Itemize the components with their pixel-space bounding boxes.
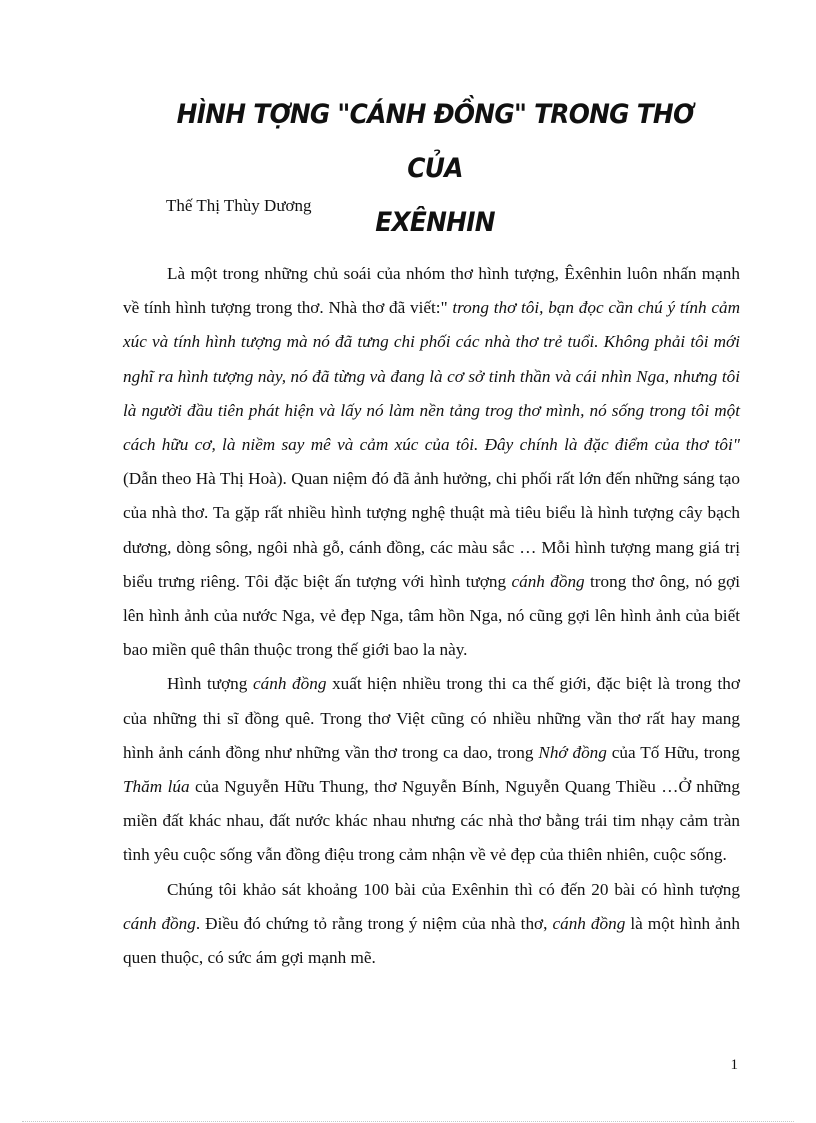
document-title	[145, 88, 725, 250]
text-run: trong thơ ông, nó gợi lên hình ảnh của nước Nga, vẻ đẹp Nga, tâm hồn Nga, nó cũng gợi lên hình ảnh của biết bao miền quê thân thuộc trong thế giới bao la này.	[123, 571, 740, 660]
body-text	[123, 257, 740, 975]
italic-text-run: cánh đồng	[552, 913, 626, 933]
text-run: Chúng tôi khảo sát khoảng 100 bài của Exênhin thì có đến 20 bài có hình tượng	[167, 879, 740, 899]
paragraph-2	[123, 667, 740, 872]
title-line-1: HÌNH TỢNG "CÁNH ĐỒNG" TRONG THƠ CỦA	[176, 99, 694, 184]
text-run: Hình tượng	[167, 674, 254, 694]
text-run: Là một trong những chủ soái của nhóm thơ hình tượng, Êxênhin luôn nhấn mạnh về tính hình tượng trong thơ. Nhà thơ đã viết:"	[123, 264, 740, 318]
text-run: là một hình ảnh quen thuộc, có sức ám gợi mạnh mẽ.	[123, 913, 740, 968]
page-number: 1	[730, 1057, 738, 1073]
italic-text-run: cánh đồng	[123, 913, 196, 933]
italic-text-run: cánh đồng	[253, 674, 327, 694]
author-name: Thế Thị Thùy Dương	[166, 196, 312, 215]
text-run: của Nguyễn Hữu Thung, thơ Nguyễn Bính, Nguyễn Quang Thiều …Ở những miền đất khác nhau, đất nước khác nhau nhưng các nhà thơ bằng trái tim nhạy cảm tràn tình yêu cuộc sống vẫn đồng điệu trong cảm nhận về vẻ đẹp của thiên nhiên, cuộc sống.	[123, 777, 740, 865]
text-run: xuất hiện nhiều trong thi ca thế giới, đặc biệt là trong thơ của những thi sĩ đồng quê. Trong thơ Việt cũng có nhiều những vần thơ rất hay mang hình ảnh cánh đồng như những vần thơ trong ca dao, trong	[123, 674, 740, 762]
text-run: . Điều đó chứng tỏ rằng trong ý niệm của nhà thơ,	[195, 913, 553, 933]
italic-text-run: trong thơ tôi, bạn đọc cần chú ý tính cảm xúc và tính hình tượng mà nó đã tưng chi phối các nhà thơ trẻ tuổi. Không phải tôi mới nghĩ ra hình tượng này, nó đã từng và đang là cơ sở tinh thần và cái nhìn Nga, nhưng tôi là người đầu tiên phát hiện và lấy nó làm nền tảng trog thơ mình, nó sống trong tôi một cách hữu cơ, là niềm say mê và cảm xúc của tôi. Đây chính là đặc điểm của thơ tôi"	[123, 298, 740, 455]
italic-text-run: Thăm lúa	[123, 777, 190, 797]
italic-text-run: Nhớ đồng	[538, 742, 607, 762]
italic-text-run: cánh đồng	[511, 571, 585, 591]
page-bottom-border	[22, 1121, 794, 1122]
title-line-2: EXÊNHIN	[375, 207, 495, 238]
paragraph-1	[123, 257, 740, 667]
text-run: (Dẫn theo Hà Thị Hoà). Quan niệm đó đã ảnh hưởng, chi phối rất lớn đến những sáng tạo của nhà thơ. Ta gặp rất nhiều hình tượng nghệ thuật mà tiêu biểu là hình tượng cây bạch dương, dòng sông, ngôi nhà gỗ, cánh đồng, các màu sắc … Mỗi hình tượng mang giá trị biểu trưng riêng. Tôi đặc biệt ấn tượng với hình tượng	[123, 469, 740, 591]
text-run: của Tố Hữu, trong	[606, 742, 740, 762]
paragraph-3	[123, 873, 740, 976]
